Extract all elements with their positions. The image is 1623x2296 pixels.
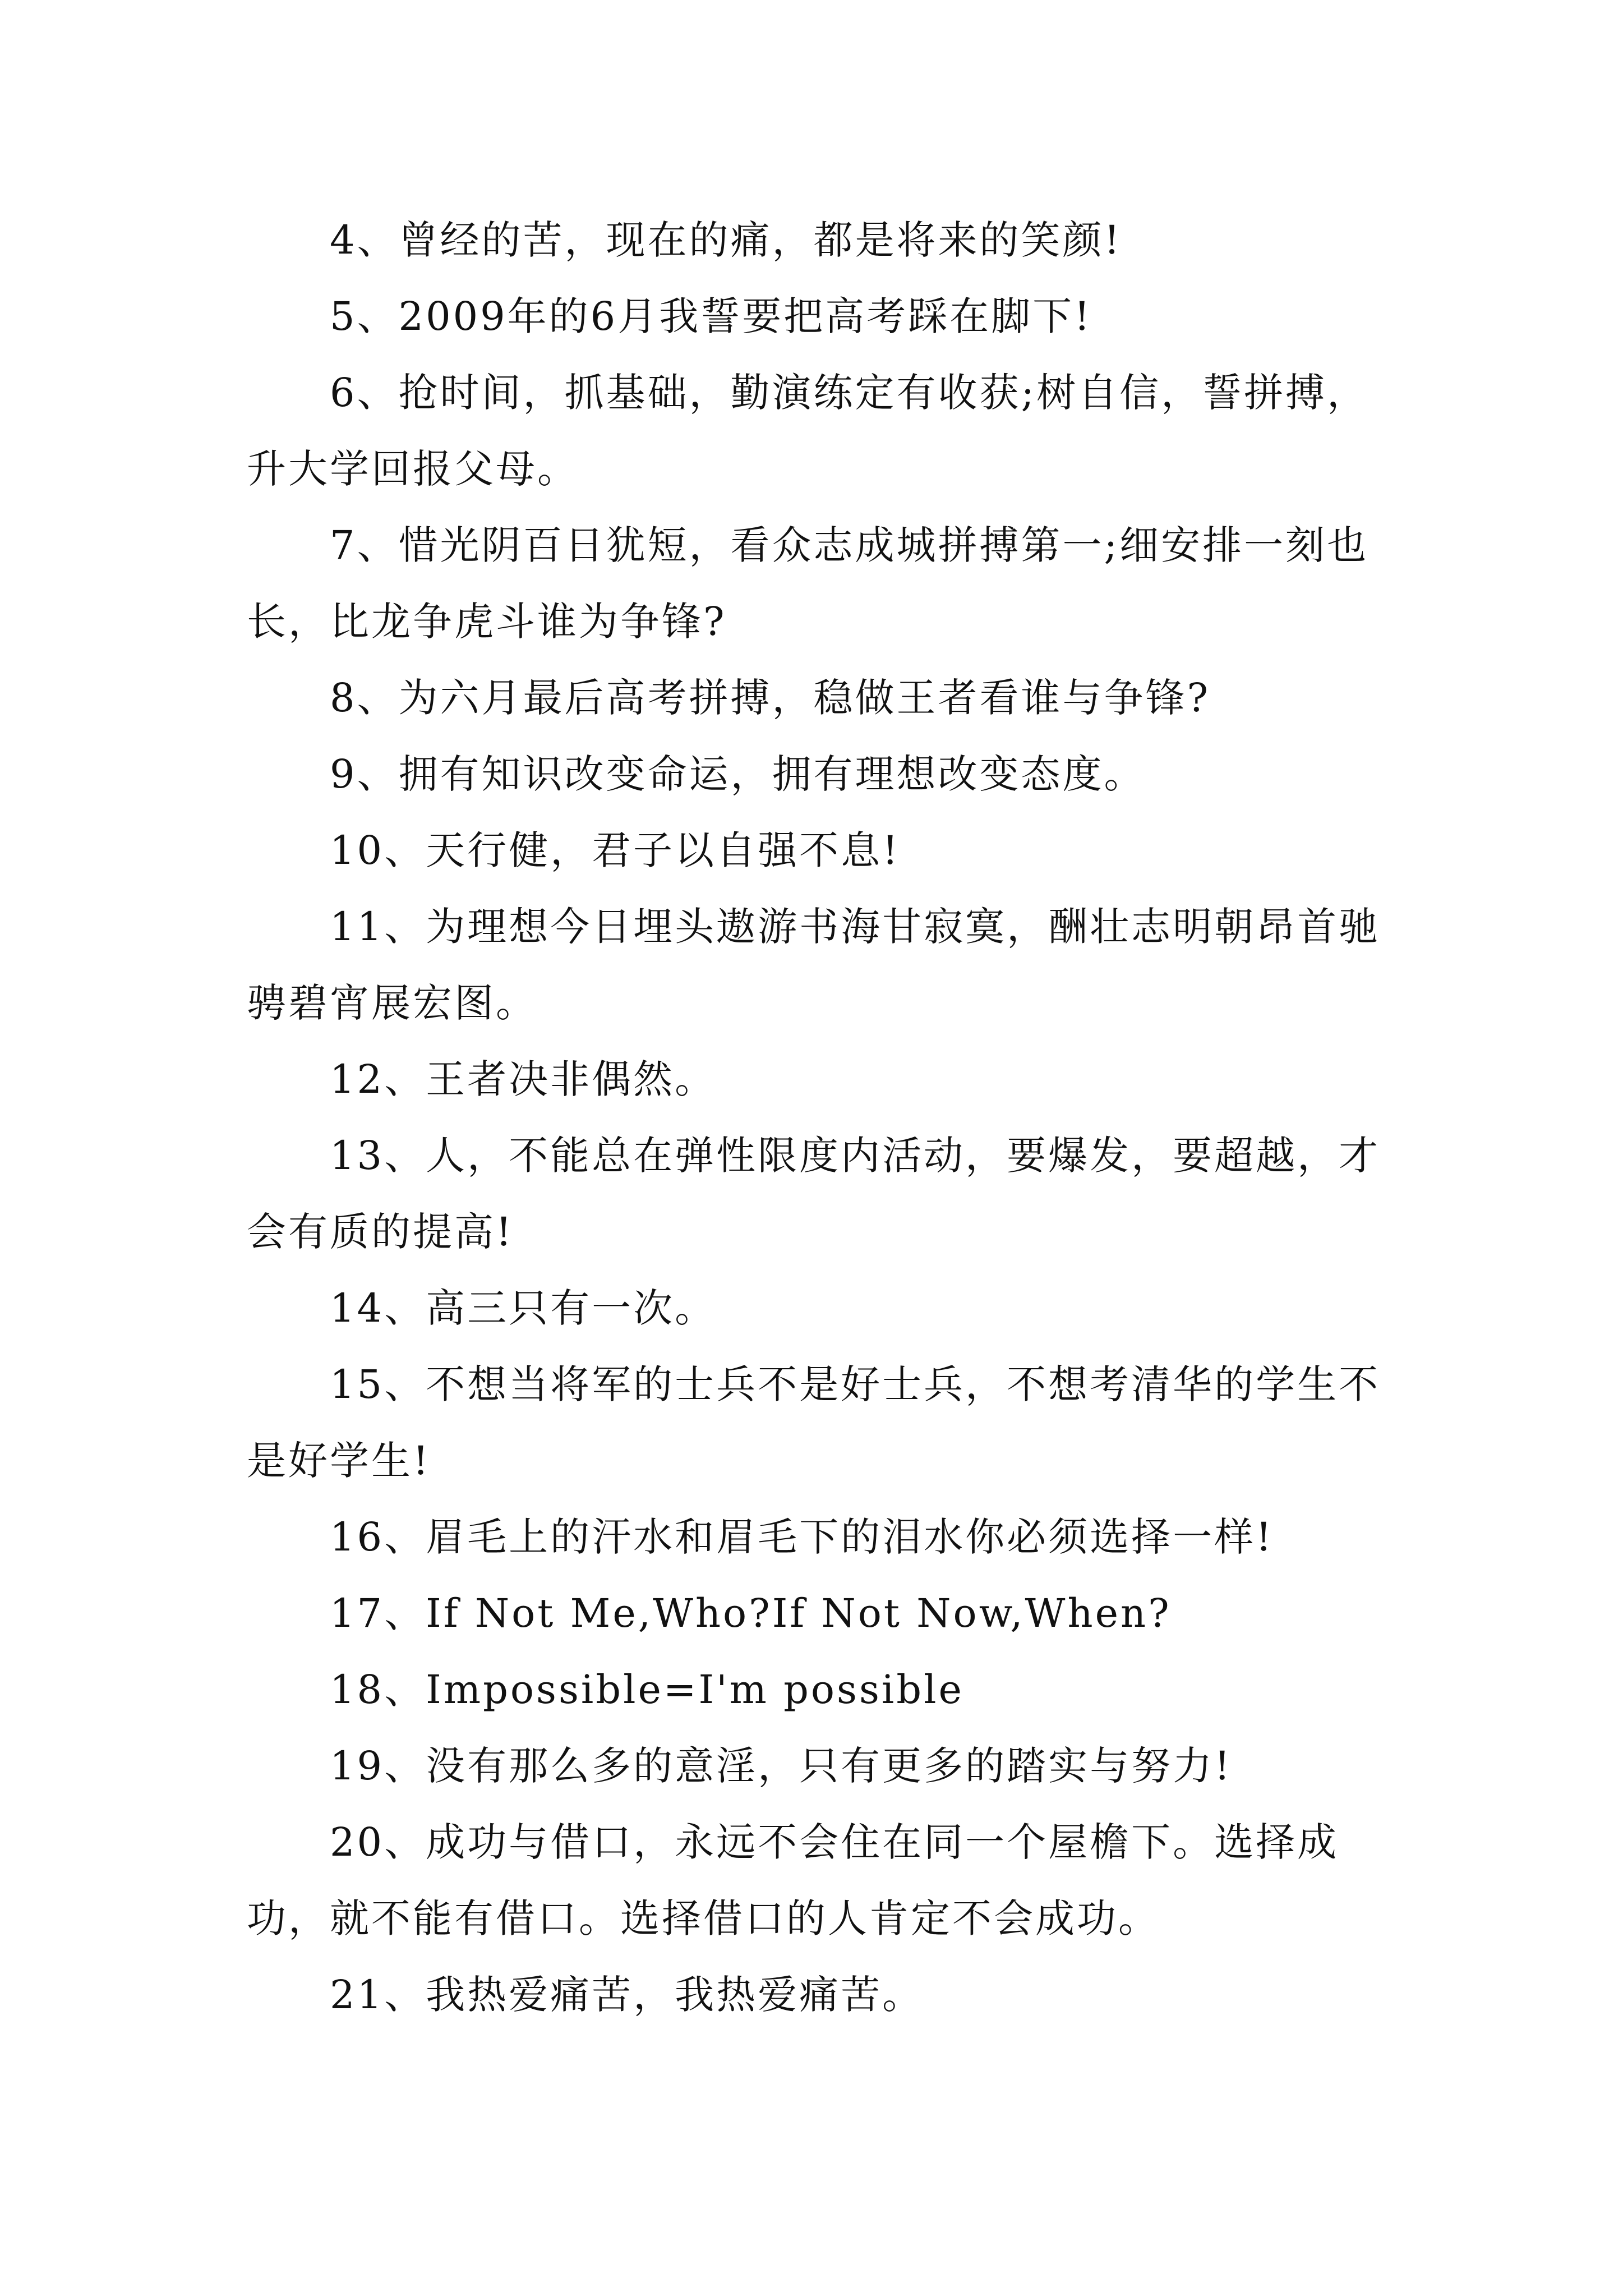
- list-item: 8、为六月最后高考拼搏，稳做王者看谁与争锋?: [330, 675, 1211, 721]
- list-item: 12、王者决非偶然。: [330, 1056, 717, 1102]
- list-item: 21、我热爱痛苦，我热爱痛苦。: [330, 1972, 924, 2018]
- list-item: 18、Impossible=I'm possible: [330, 1667, 964, 1713]
- list-item: 14、高三只有一次。: [330, 1285, 717, 1331]
- list-item: 5、2009年的6月我誓要把高考踩在脚下!: [330, 293, 1092, 339]
- list-item: 15、不想当将军的士兵不是好士兵，不想考清华的学生不是好学生!: [247, 1361, 1381, 1484]
- list-item: 16、眉毛上的汗水和眉毛下的泪水你必须选择一样!: [330, 1514, 1274, 1560]
- list-item: 10、天行健，君子以自强不息!: [330, 827, 901, 873]
- list-item: 19、没有那么多的意淫，只有更多的踏实与努力!: [330, 1743, 1233, 1789]
- list-item: 11、为理想今日埋头遨游书海甘寂寞，酬壮志明朝昂首驰骋碧宵展宏图。: [247, 904, 1381, 1026]
- list-item: 20、成功与借口，永远不会住在同一个屋檐下。选择成功，就不能有借口。选择借口的人肯定不会成功。: [247, 1819, 1339, 1941]
- list-item: 17、If Not Me,Who?If Not Now,When?: [330, 1590, 1172, 1636]
- quote-list: [247, 202, 1391, 2033]
- list-item: 6、抢时间，抓基础，勤演练定有收获;树自信，誓拼搏，升大学回报父母。: [247, 370, 1369, 492]
- list-item: 7、惜光阴百日犹短，看众志成城拼搏第一;细安排一刻也长，比龙争虎斗谁为争锋?: [247, 522, 1369, 645]
- list-item: 13、人，不能总在弹性限度内活动，要爆发，要超越，才会有质的提高!: [247, 1133, 1381, 1255]
- list-item: 9、拥有知识改变命运，拥有理想改变态度。: [330, 751, 1146, 797]
- list-item: 4、曾经的苦，现在的痛，都是将来的笑颜!: [330, 217, 1122, 263]
